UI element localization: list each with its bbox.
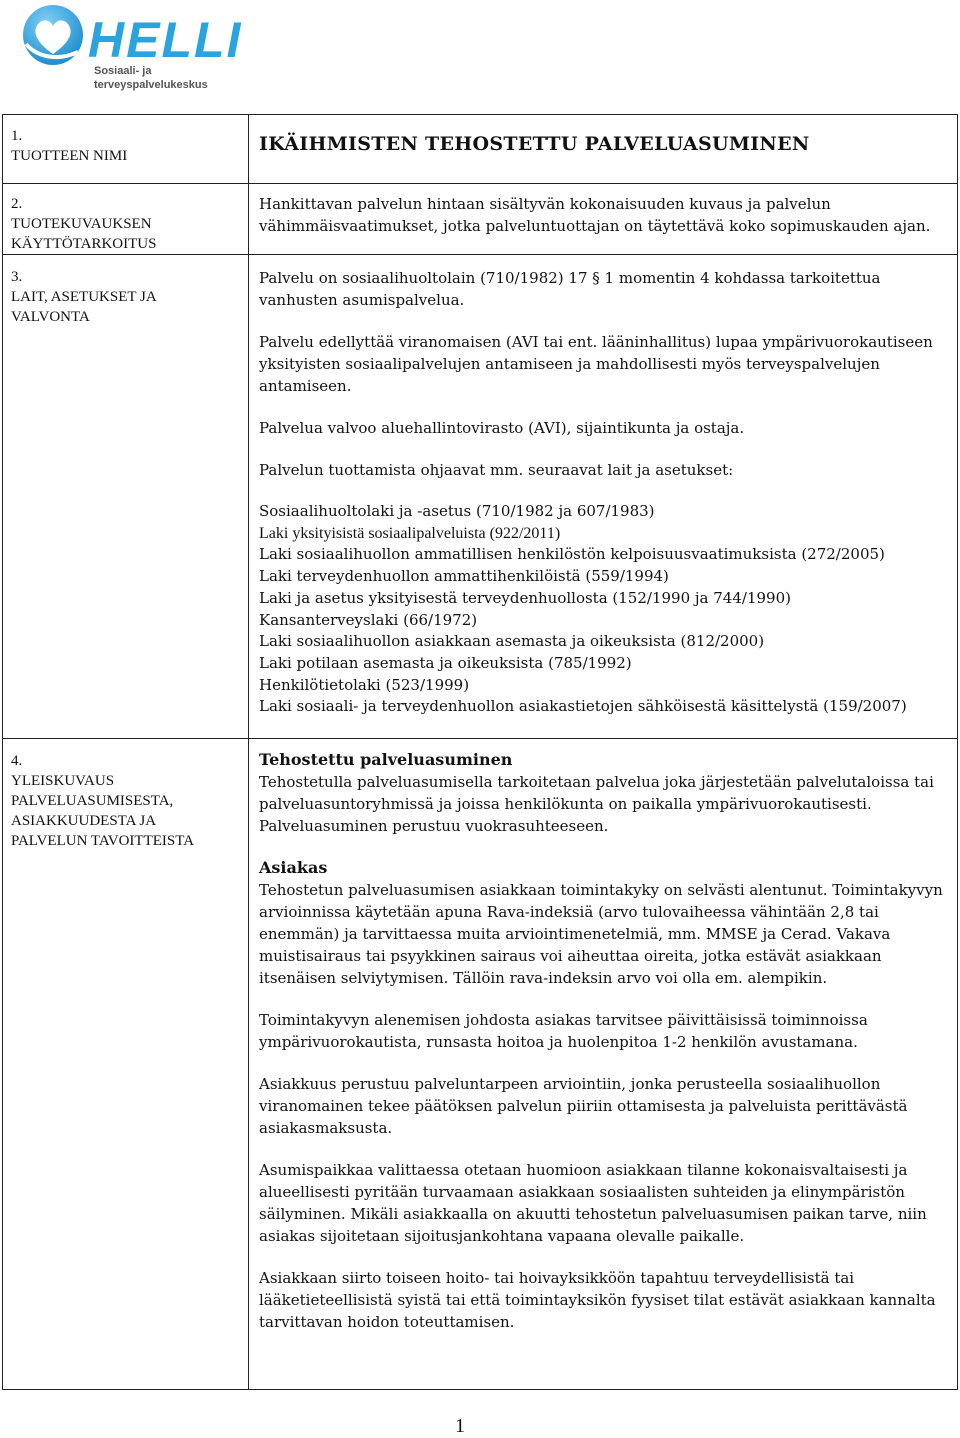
logo-wordmark: HELLI <box>88 12 243 68</box>
law-paragraph: Palvelu on sosiaalihuoltolain (710/1982) 17 § 1 momentin 4 kohdassa tarkoitettua vanhusten asumispalvelua. <box>259 269 881 309</box>
list-item: Laki yksityisistä sosiaalipalveluista (922/2011) <box>259 524 561 542</box>
list-item: Sosiaalihuoltolaki ja -asetus (710/1982 ja 607/1983) <box>259 502 655 520</box>
content-cell <box>249 184 958 255</box>
helli-logo <box>22 4 262 91</box>
overview-paragraph: Tehostetulla palveluasumisella tarkoitetaan palvelua joka järjestetään palvelutaloissa tai palveluasuntoryhmissä ja joissa henkilökunta on paikalla ympärivuorokautisesti. Palveluasuminen perustuu vuokrasuhteeseen. <box>259 773 934 836</box>
list-item: Laki sosiaalihuollon ammatillisen henkilöstön kelpoisuusvaatimuksista (272/2005) <box>259 545 885 564</box>
overview-paragraph: Asiakkaan siirto toiseen hoito- tai hoivayksikköön tapahtuu terveydellisistä tai lääketieteellisistä syistä tai että toimintayksikön fyysiset tilat estävät asiakkaan kannalta tarvittavan hoidon toteuttamisen. <box>259 1269 936 1332</box>
list-item: Laki sosiaali- ja terveydenhuollon asiakastietojen sähköisestä käsittelystä (159/2007) <box>259 697 907 716</box>
overview-paragraph: Toimintakyvyn alenemisen johdosta asiakas tarvitsee päivittäisissä toiminnoissa ympärivuorokautista, runsasta hoitoa ja huolenpitoa 1-2 henkilön avustamana. <box>259 1011 868 1052</box>
page-number: 1 <box>455 1415 465 1437</box>
logo-subtitle: Sosiaali- ja terveyspalvelukeskus <box>94 65 208 91</box>
section-label: PALVELUN TAVOITTEISTA <box>11 833 195 850</box>
list-item: Kansanterveyslaki (66/1972) <box>259 610 478 629</box>
list-item: Laki terveydenhuollon ammattihenkilöistä (559/1994) <box>259 567 669 586</box>
law-paragraph: Palvelua valvoo aluehallintovirasto (AVI), sijaintikunta ja ostaja. <box>259 419 745 437</box>
row-purpose <box>3 184 958 255</box>
purpose-text: Hankittavan palvelun hintaan sisältyvän kokonaisuuden kuvaus ja palvelun vähimmäisvaatimukset, jotka palveluntuottajan on täytettävä koko sopimuskauden ajan. <box>259 195 931 235</box>
list-item: Laki sosiaalihuollon asiakkaan asemasta ja oikeuksista (812/2000) <box>259 632 765 651</box>
row-laws <box>3 255 958 739</box>
section-label: PALVELUASUMISESTA, <box>11 793 174 810</box>
section-label: TUOTEKUVAUKSEN <box>11 216 152 232</box>
list-item: Laki ja asetus yksityisestä terveydenhuollosta (152/1990 ja 744/1990) <box>259 588 791 607</box>
section-label: TUOTTEEN NIMI <box>11 148 128 164</box>
overview-paragraph: Asumispaikkaa valittaessa otetaan huomioon asiakkaan tilanne kokonaisvaltaisesti ja alueellisesti pyritään turvaamaan asiakkaan sosiaalisten suhteiden ja elinympäristön säilyminen. Mikäli asiakkaalla on akuutti tehostetun palveluasumisen paikan tarve, niin asiakas sijoitetaan sijoitusjankohtana vapaana olevalle paikalle. <box>259 1161 927 1246</box>
subheading: Asiakas <box>259 858 328 878</box>
overview-paragraph: Tehostetun palveluasumisen asiakkaan toimintakyky on selvästi alentunut. Toimintakyvyn arvioinnissa käytetään apuna Rava-indeksiä (arvo tulovaiheessa vähintään 2,8 tai enemmän) ja tarvittaessa muita arviointimenetelmiä, mm. MMSE ja Cerad. Vakava muistisairaus tai psyykkinen sairaus voi aiheuttaa oireita, jotka estävät asiakkaan itsenäisen selviytymisen. Tällöin rava-indeksin arvo voi olla em. alempikin. <box>259 881 943 988</box>
section-number: 3. <box>11 269 23 285</box>
label-cell <box>3 255 249 739</box>
overview-paragraph: Asiakkuus perustuu palveluntarpeen arviointiin, jonka perusteella sosiaalihuollon viranomainen tekee päätöksen palvelun piiriin ottamisesta ja palveluista perittävästä asiakasmaksusta. <box>259 1075 908 1138</box>
law-paragraph: Palvelun tuottamista ohjaavat mm. seuraavat lait ja asetukset: <box>259 461 734 479</box>
law-paragraph: Palvelu edellyttää viranomaisen (AVI tai ent. lääninhallitus) lupaa ympärivuorokautiseen yksityisten sosiaalipalvelujen antamiseen ja mahdollisesti myös terveyspalvelujen antamiseen. <box>259 333 933 395</box>
list-item: Laki potilaan asemasta ja oikeuksista (785/1992) <box>259 653 632 672</box>
heart-logo-icon <box>22 4 88 70</box>
section-label: YLEISKUVAUS <box>11 773 115 790</box>
section-number: 1. <box>11 128 23 144</box>
content-cell <box>249 115 958 184</box>
product-title: IKÄIHMISTEN TEHOSTETTU PALVELUASUMINEN <box>259 133 810 155</box>
section-number: 2. <box>11 196 23 212</box>
section-label: ASIAKKUUDESTA JA <box>11 813 157 830</box>
subheading: Tehostettu palveluasuminen <box>259 750 513 770</box>
content-cell <box>249 255 958 739</box>
section-label: KÄYTTÖTARKOITUS <box>11 236 157 252</box>
section-number: 4. <box>11 753 23 770</box>
label-cell <box>3 739 249 1390</box>
product-spec-table <box>2 114 958 1390</box>
label-cell <box>3 115 249 184</box>
label-cell <box>3 184 249 255</box>
law-list <box>249 501 957 718</box>
row-product-name <box>3 115 958 184</box>
content-cell <box>249 739 958 1390</box>
section-label: VALVONTA <box>11 309 90 325</box>
section-label: LAIT, ASETUKSET JA <box>11 289 157 305</box>
row-overview <box>3 739 958 1390</box>
list-item: Henkilötietolaki (523/1999) <box>259 675 470 694</box>
